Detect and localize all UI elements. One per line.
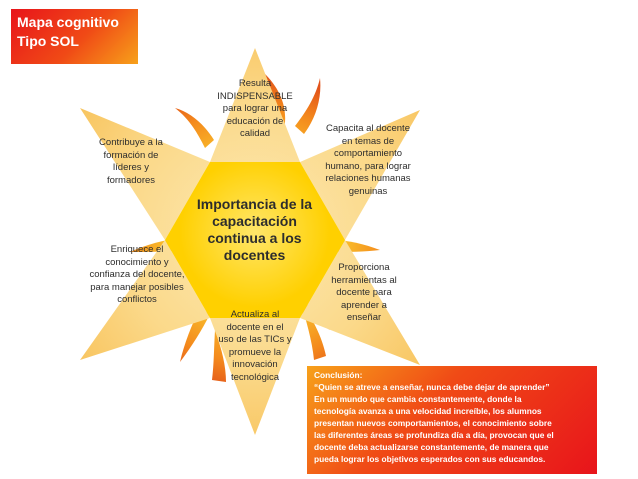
- conclusion-line: En un mundo que cambia constantemente, donde la: [314, 394, 522, 404]
- ray-line: genuinas: [348, 185, 388, 197]
- ray-line: educación de: [226, 115, 284, 127]
- ray-line: Enriquece el: [110, 244, 164, 255]
- conclusion-box: [307, 366, 597, 474]
- center-line: capacitación: [212, 213, 297, 229]
- ray-label-bottom: [200, 309, 310, 384]
- ray-line: enseñar: [346, 312, 382, 323]
- conclusion-line: las diferentes áreas se profundiza día a día, provocan que el: [314, 430, 554, 440]
- ray-line: para manejar posibles: [90, 281, 184, 293]
- ray-line: conocimiento y: [105, 256, 169, 268]
- ray-line: innovación: [232, 359, 278, 370]
- ray-label-top-right: [312, 123, 424, 198]
- ray-line: herramientas al: [331, 274, 397, 286]
- center-line: continua a los: [207, 230, 302, 246]
- ray-line: formación de: [103, 149, 159, 161]
- diagram-title: [11, 9, 138, 64]
- ray-line: Actualiza al: [230, 309, 280, 320]
- ray-line: INDISPENSABLE: [217, 90, 293, 102]
- center-line: Importancia de la: [196, 196, 313, 212]
- ray-line: promueve la: [228, 346, 282, 358]
- conclusion-line: tecnología avanza a una velocidad increíble, los alumnos: [314, 406, 542, 416]
- ray-line: Resulta: [238, 78, 272, 89]
- ray-line: calidad: [239, 128, 271, 139]
- ray-label-bottom-right: [314, 262, 414, 325]
- conclusion-heading: Conclusión:: [314, 370, 363, 380]
- ray-label-top-left: [85, 137, 177, 187]
- ray-line: Proporciona: [338, 262, 390, 273]
- ray-line: en temas de: [341, 135, 395, 147]
- conclusion-line: presentan nuevos comportamientos, el conocimiento sobre: [314, 418, 552, 428]
- ray-line: para lograr una: [222, 103, 288, 114]
- title-line: Mapa cognitivo: [17, 14, 119, 30]
- ray-line: formadores: [106, 174, 156, 186]
- central-topic: [196, 196, 313, 264]
- conclusion-quote: “Quien se atreve a enseñar, nunca debe dejar de aprender”: [314, 382, 550, 392]
- ray-line: tecnológica: [230, 371, 280, 383]
- ray-line: aprender a: [341, 299, 387, 311]
- conclusion-line: docente deba actualizarse constantemente, de manera que: [314, 442, 549, 452]
- ray-line: confianza del docente,: [89, 269, 185, 280]
- conclusion-line: pueda lograr los objetivos esperados con sus educandos.: [314, 454, 546, 464]
- center-line: docentes: [223, 247, 286, 263]
- ray-line: relaciones humanas: [325, 173, 411, 184]
- ray-line: líderes y: [113, 162, 149, 173]
- ray-line: Capacita al docente: [326, 123, 410, 134]
- ray-line: docente en el: [226, 321, 284, 333]
- ray-line: conflictos: [117, 294, 157, 305]
- ray-line: Contribuye a la: [99, 137, 163, 148]
- ray-line: humano, para lograr: [325, 160, 411, 172]
- title-line: Tipo SOL: [17, 33, 79, 49]
- ray-line: uso de las TICs y: [218, 334, 292, 345]
- ray-label-bottom-left: [82, 244, 192, 307]
- ray-line: comportamiento: [333, 148, 403, 159]
- ray-line: docente para: [336, 287, 392, 298]
- ray-label-top: [205, 78, 305, 141]
